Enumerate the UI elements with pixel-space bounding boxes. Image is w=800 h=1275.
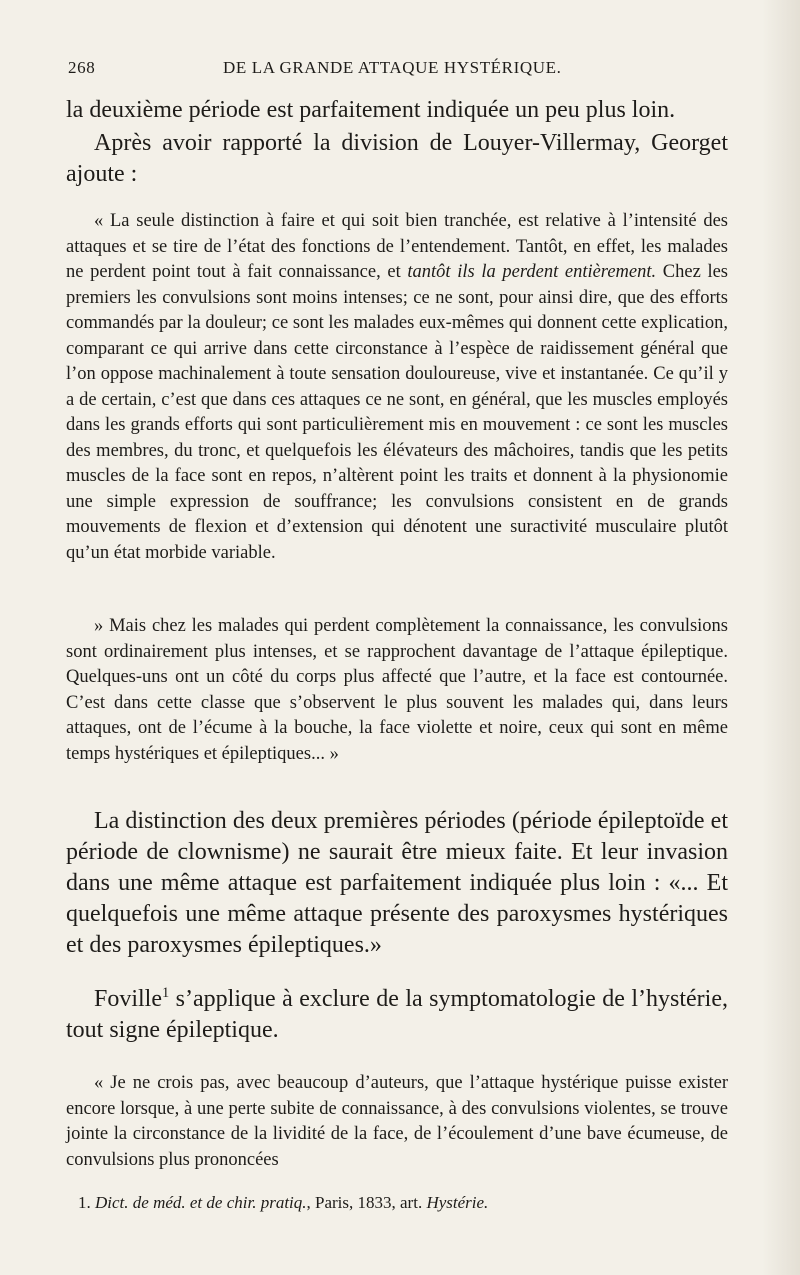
footnote [78, 1192, 728, 1214]
running-title: DE LA GRANDE ATTAQUE HYSTÉRIQUE. [223, 58, 562, 77]
footnote-article: Hystérie. [426, 1193, 489, 1212]
footnote-reference-title: Dict. de méd. et de chir. pratiq. [95, 1193, 307, 1212]
quote-italic-phrase: tantôt ils la perdent entièrement. [407, 262, 657, 282]
quote-text-b: Chez les premiers les convulsions sont moins intenses; ce ne sont, pour ainsi dire, que des efforts commandés par la douleur; ce sont les malades eux-mêmes qui donnent cette explication, comparant ce qui arrive dans cette circonstance à l’espèce de raidissement général que l’on oppose machinalement à toute sensation douloureuse, vive et instantanée. Ce qu’il y a de certain, c’est que dans ces attaques ce ne sont, en général, que les muscles employés dans les grands efforts qui sont particulièrement mis en mouvement : ce sont les muscles des membres, du tronc, et quelquefois les élévateurs des mâchoires, tandis que les petits muscles de la face sont en repos, n’altèrent point les traits et donnent à la physionomie une simple expression de souffrance; les convulsions consistent en de grands mouvements de flexion et d’extension qui dénotent une suractivité musculaire plutôt qu’un état morbide variable. [66, 262, 728, 563]
page-number: 268 [68, 58, 96, 77]
quote-georget-second: » Mais chez les malades qui perdent complètement la connaissance, les convulsions sont ordinairement plus intenses, et se rapprochent davantage de l’attaque épileptique. Quelques-uns ont un côté du corps plus affecté que l’autre, et la face est contournée. C’est dans cette classe que s’observent le plus souvent les malades qui, dans leurs attaques, ont de l’écume à la bouche, la face violette et noire, ceux qui sont en même temps hystériques et épileptiques... » [66, 616, 728, 764]
paragraph-distinction: La distinction des deux premières périodes (période épileptoïde et période de clownisme) ne saurait être mieux faite. Et leur invasion dans une même attaque est parfaitement indiquée plus loin : «... Et quelquefois une même attaque présente des paroxysmes hystériques et des paroxysmes épileptiques.» [66, 808, 728, 958]
foville-text: s’applique à exclure de la symptomatologie de l’hystérie, tout signe épileptique. [66, 986, 728, 1043]
page-header [68, 58, 728, 84]
quote-georget-first [66, 209, 728, 566]
paragraph-foville [66, 984, 728, 1046]
foville-name: Foville [94, 986, 163, 1012]
footnote-number: 1. [78, 1193, 91, 1212]
page-edge-shadow [762, 0, 800, 1275]
paragraph-georget-intro: Après avoir rapporté la division de Louyer-Villermay, Georget ajoute : [66, 130, 728, 187]
paragraph-continuation: la deuxième période est parfaitement indiquée un peu plus loin. [66, 97, 676, 123]
footnote-marker: 1 [162, 985, 170, 1001]
quote-text-a: « La seule distinction à faire et qui soit bien tranchée, est relative à l’intensité des attaques et se tire de l’état des fonctions de l’entendement. Tantôt, en effet, les malades ne perdent point tout à fait connaissance, et [66, 211, 728, 282]
footnote-reference-details: , Paris, 1833, art. [306, 1193, 427, 1212]
quote-foville: « Je ne crois pas, avec beaucoup d’auteurs, que l’attaque hystérique puisse exister encore lorsque, à une perte subite de connaissance, à des convulsions violentes, se trouve jointe la circonstance de la lividité de la face, de l’écoulement d’une bave écumeuse, de convulsions plus prononcées [66, 1073, 728, 1170]
